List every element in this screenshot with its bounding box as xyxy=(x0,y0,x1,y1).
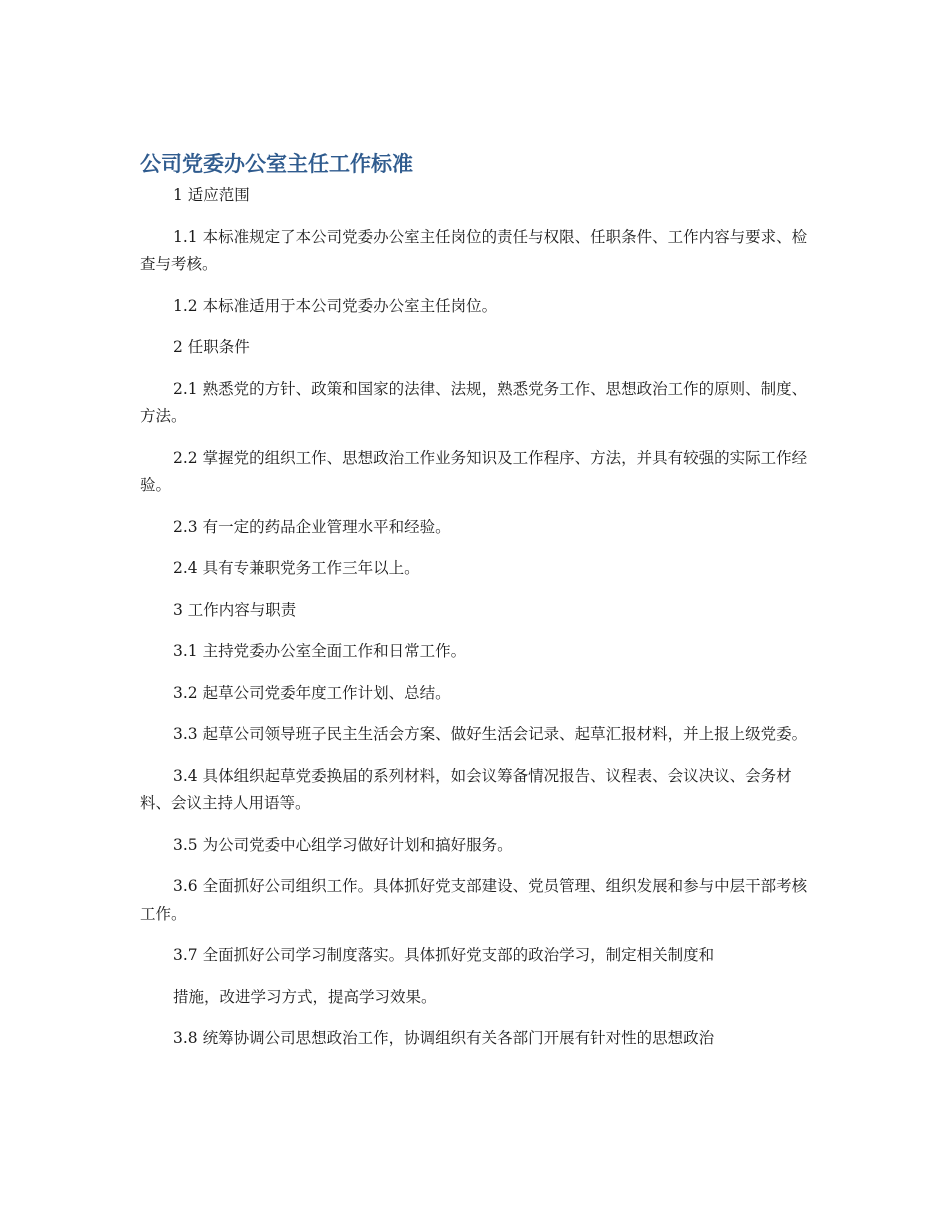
paragraph-1-1: 1.1 本标准规定了本公司党委办公室主任岗位的责任与权限、任职条件、工作内容与要求、检查与考核。 xyxy=(140,227,808,273)
paragraph-2-2: 2.2 掌握党的组织工作、思想政治工作业务知识及工作程序、方法，并具有较强的实际工作经验。 xyxy=(140,448,808,494)
paragraph-2-1: 2.1 熟悉党的方针、政策和国家的法律、法规，熟悉党务工作、思想政治工作的原则、制度、方法。 xyxy=(140,379,808,425)
section-heading-3: 3 工作内容与职责 xyxy=(173,600,297,619)
document-body xyxy=(140,148,812,1053)
section-heading-1: 1 适应范围 xyxy=(173,186,250,204)
paragraph-3-5: 3.5 为公司党委中心组学习做好计划和搞好服务。 xyxy=(173,835,513,854)
paragraph-2-4: 2.4 具有专兼职党务工作三年以上。 xyxy=(173,559,420,577)
document-title: 公司党委办公室主任工作标准 xyxy=(140,152,413,176)
paragraph-3-4: 3.4 具体组织起草党委换届的系列材料，如会议筹备情况报告、议程表、会议决议、会务材料、会议主持人用语等。 xyxy=(140,766,792,812)
section-heading-2: 2 任职条件 xyxy=(173,338,250,356)
paragraph-3-7-continued: 措施，改进学习方式，提高学习效果。 xyxy=(173,987,437,1006)
paragraph-3-7: 3.7 全面抓好公司学习制度落实。具体抓好党支部的政治学习，制定相关制度和 xyxy=(173,946,715,964)
paragraph-3-8: 3.8 统筹协调公司思想政治工作，协调组织有关各部门开展有针对性的思想政治 xyxy=(173,1029,715,1047)
paragraph-3-6: 3.6 全面抓好公司组织工作。具体抓好党支部建设、党员管理、组织发展和参与中层干部考核工作。 xyxy=(140,877,808,923)
paragraph-3-3: 3.3 起草公司领导班子民主生活会方案、做好生活会记录、起草汇报材料，并上报上级党委。 xyxy=(173,725,808,743)
paragraph-1-2: 1.2 本标准适用于本公司党委办公室主任岗位。 xyxy=(173,296,498,315)
paragraph-3-2: 3.2 起草公司党委年度工作计划、总结。 xyxy=(173,683,451,702)
paragraph-3-1: 3.1 主持党委办公室全面工作和日常工作。 xyxy=(173,642,467,660)
paragraph-2-3: 2.3 有一定的药品企业管理水平和经验。 xyxy=(173,517,451,536)
